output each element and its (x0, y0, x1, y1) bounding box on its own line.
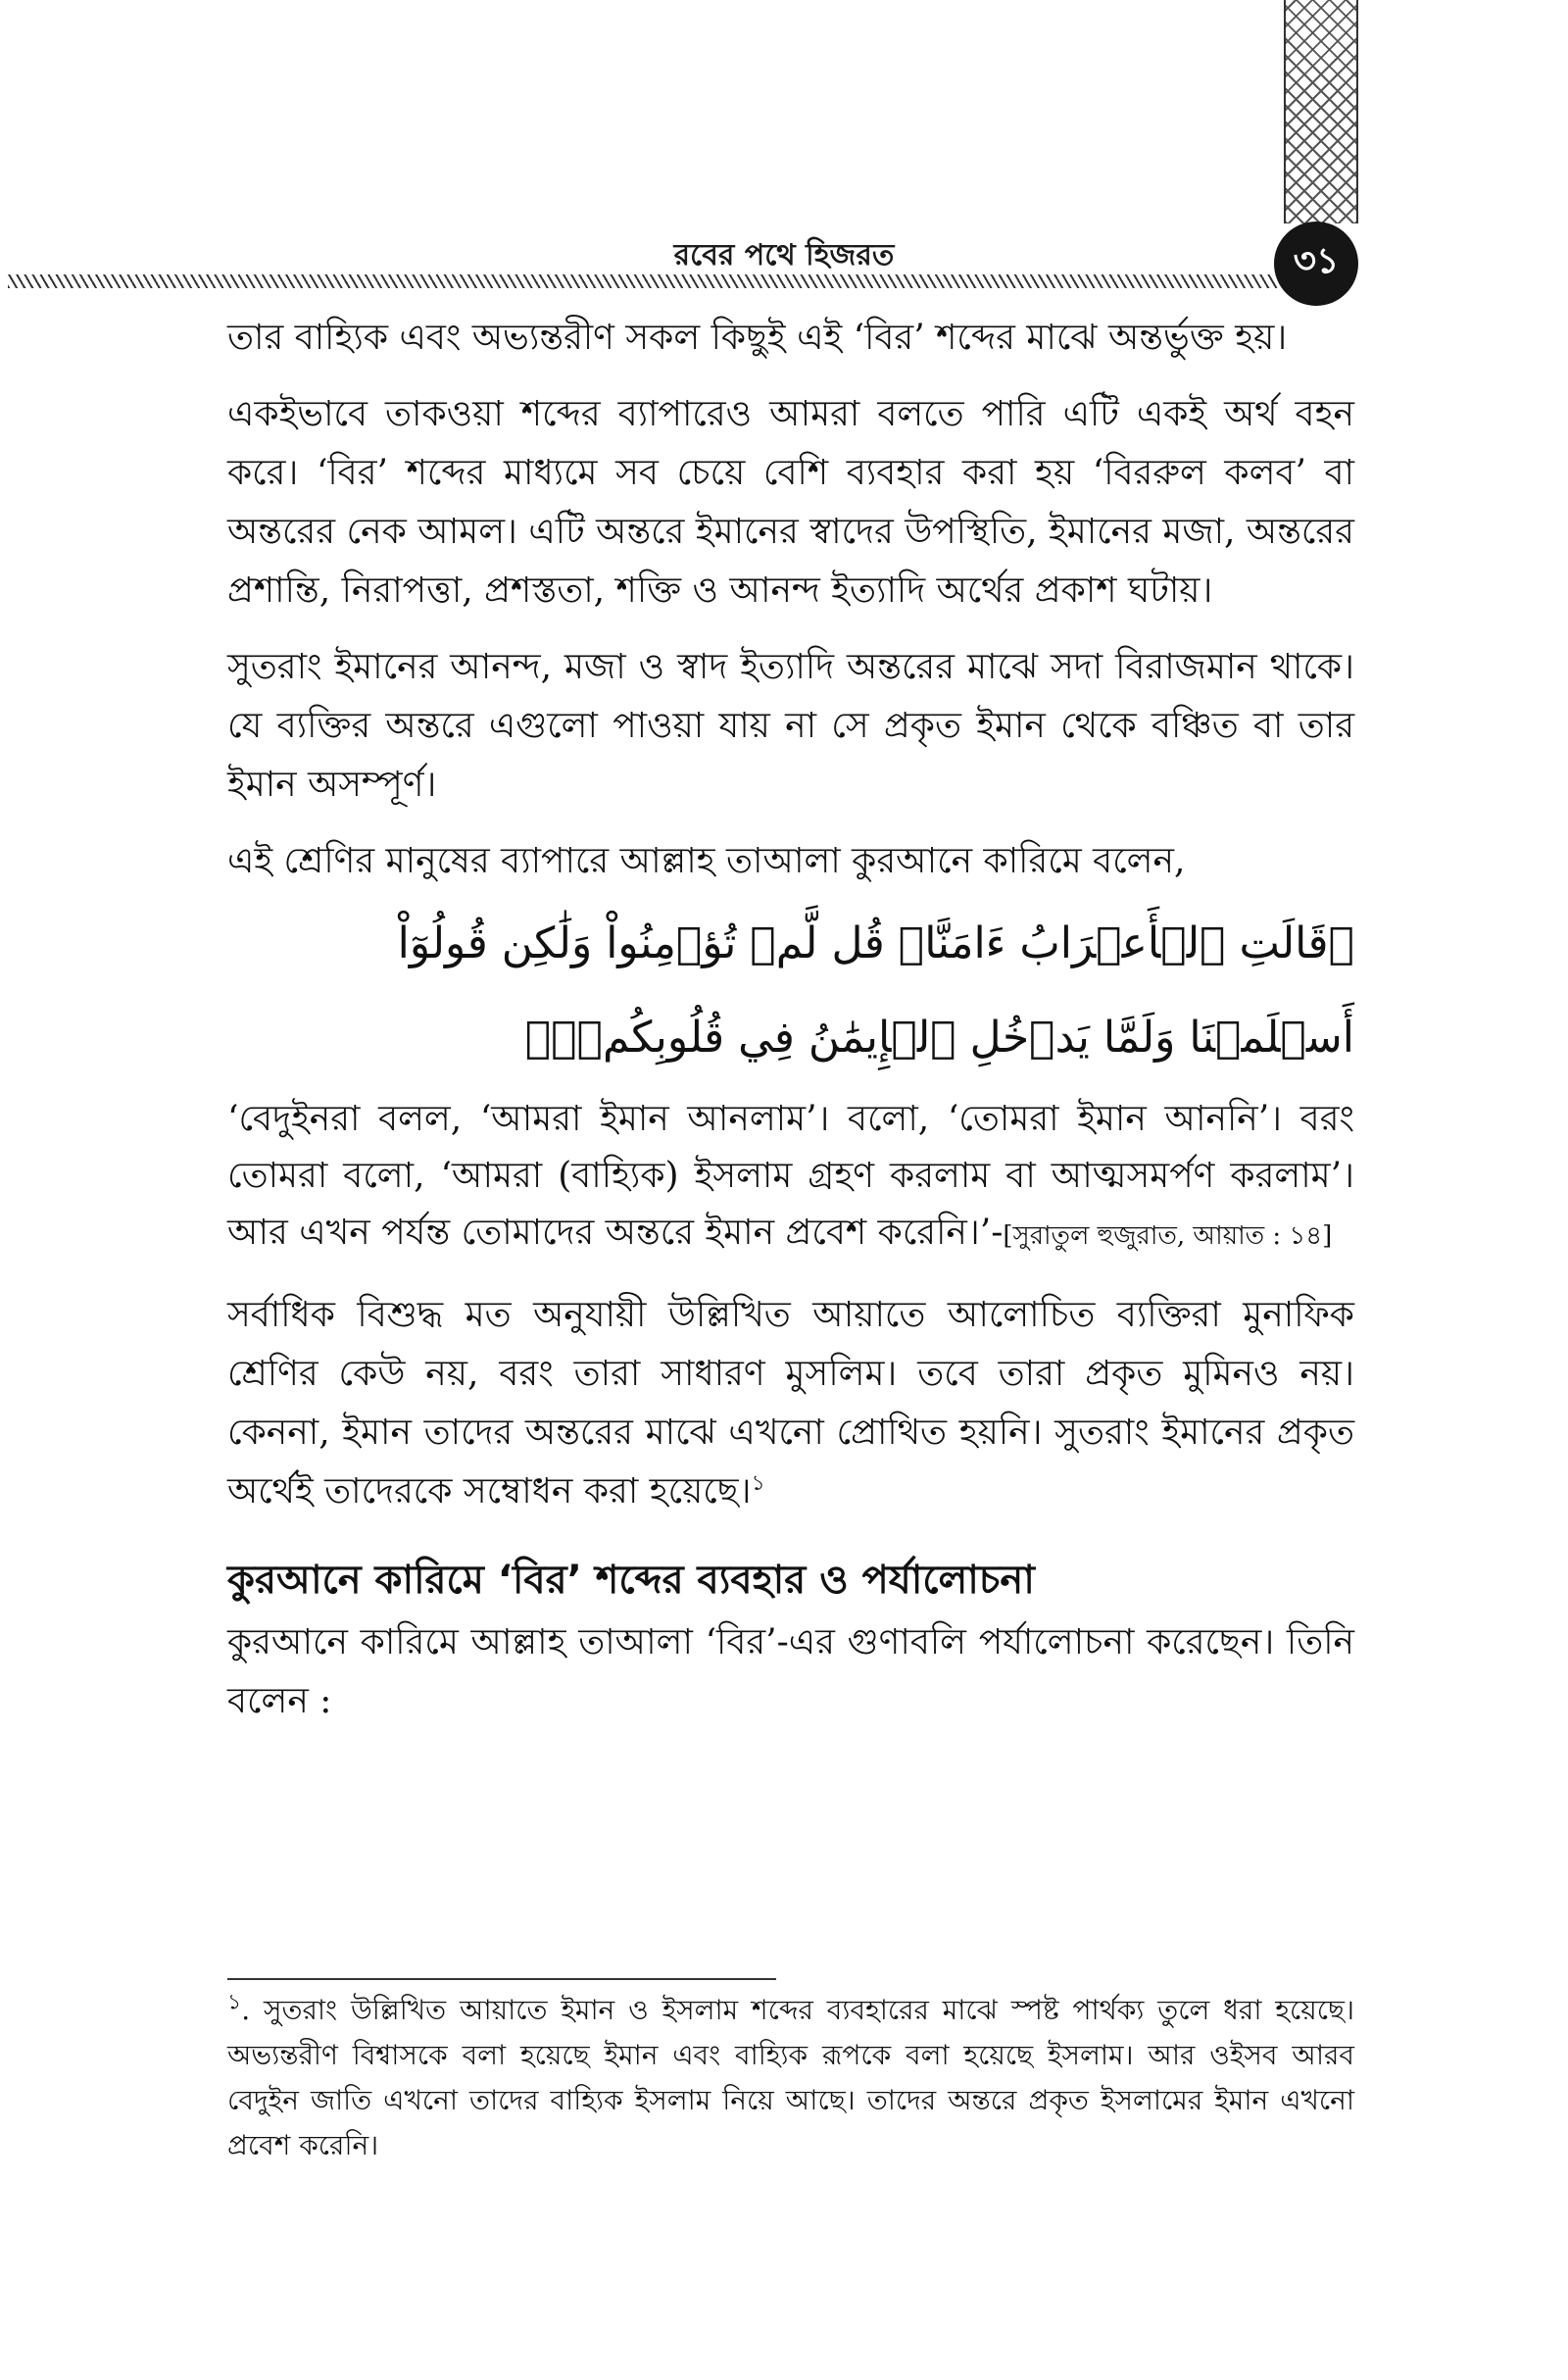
verse-translation (227, 1091, 1354, 1264)
paragraph-3: সুতরাং ইমানের আনন্দ, মজা ও স্বাদ ইত্যাদি অন্তরের মাঝে সদা বিরাজমান থাকে। যে ব্যক্তির অন্তরে এগুলো পাওয়া যায় না সে প্রকৃত ইমান থেকে বঞ্চিত বা তার ইমান অসম্পূর্ণ। (227, 647, 1354, 805)
paragraph-4: এই শ্রেণির মানুষের ব্যাপারে আল্লাহ তাআলা কুরআনে কারিমে বলেন, (227, 841, 1186, 881)
main-text-column (227, 309, 1354, 1749)
paragraph-2: একইভাবে তাকওয়া শব্দের ব্যাপারেও আমরা বলতে পারি এটি একই অর্থ বহন করে। ‘বির’ শব্দের মাধ্যমে সব চেয়ে বেশি ব্যবহার করা হয় ‘বিররুল কলব’ বা অন্তরের নেক আমল। এটি অন্তরে ইমানের স্বাদের উপস্থিতি, ইমানের মজা, অন্তরের প্রশান্তি, নিরাপত্তা, প্রশস্ততা, শক্তি ও আনন্দ ইত্যাদি অর্থের প্রকাশ ঘটায়। (227, 394, 1354, 611)
paragraph-5-text: সর্বাধিক বিশুদ্ধ মত অনুযায়ী উল্লিখিত আয়াতে আলোচিত ব্যক্তিরা মুনাফিক শ্রেণির কেউ নয়, বরং তারা সাধারণ মুসলিম। তবে তারা প্রকৃত মুমিনও নয়। কেননা, ইমান তাদের অন্তরের মাঝে এখনো প্রোথিত হয়নি। সুতরাং ইমানের প্রকৃত অর্থেই তাদেরকে সম্বোধন করা হয়েছে। (227, 1295, 1354, 1512)
paragraph-5 (227, 1286, 1354, 1521)
running-header-title: রবের পথে হিজরত (673, 238, 895, 273)
footnote-marker: ১ (227, 1990, 242, 2015)
arabic-verse: ﴿قَالَتِ ٱلۡأَعۡرَابُ ءَامَنَّاۖ قُل لَّمۡ تُؤۡمِنُواْ وَلَٰكِن قُولُوٓاْ أَسۡلَمۡنَا وَلَمَّا يَدۡخُلِ ٱلۡإِيمَٰنُ فِي قُلُوبِكُمۡۖ﴾ (397, 918, 1354, 1063)
footnote (227, 1988, 1354, 2168)
header-hatch-rule (8, 274, 1292, 288)
verse-citation: [সুরাতুল হুজুরাত, আয়াত : ১৪] (1003, 1221, 1333, 1251)
paragraph-6: কুরআনে কারিমে আল্লাহ তাআলা ‘বির’-এর গুণাবলি পর্যালোচনা করেছেন। তিনি বলেন : (227, 1622, 1354, 1721)
page-number-badge: ৩১ (1274, 222, 1358, 306)
footnote-divider (227, 1978, 776, 1980)
footnote-reference[interactable]: ১ (751, 1471, 765, 1496)
translation-text: ‘বেদুইনরা বলল, ‘আমরা ইমান আনলাম’। বলো, ‘তোমরা ইমান আননি’। বরং তোমরা বলো, ‘আমরা (বাহ্যিক) ইসলাম গ্রহণ করলাম বা আত্মসমর্পণ করলাম’। আর এখন পর্যন্ত তোমাদের অন্তরে ইমান প্রবেশ করেনি।’- (227, 1099, 1354, 1253)
footnote-text: . সুতরাং উল্লিখিত আয়াতে ইমান ও ইসলাম শব্দের ব্যবহারের মাঝে স্পষ্ট পার্থক্য তুলে ধরা হয়েছে। অভ্যন্তরীণ বিশ্বাসকে বলা হয়েছে ইমান এবং বাহ্যিক রূপকে বলা হয়েছে ইসলাম। আর ওইসব আরব বেদুইন জাতি এখনো তাদের বাহ্যিক ইসলাম নিয়ে আছে। তাদের অন্তরে প্রকৃত ইসলামের ইমান এখনো প্রবেশ করেনি। (227, 1994, 1354, 2161)
decorative-ornament-strip (1284, 0, 1358, 223)
section-heading: কুরআনে কারিমে ‘বির’ শব্দের ব্যবহার ও পর্যালোচনা (227, 1558, 1035, 1603)
paragraph-1: তার বাহ্যিক এবং অভ্যন্তরীণ সকল কিছুই এই ‘বির’ শব্দের মাঝে অন্তর্ভুক্ত হয়। (227, 318, 1288, 358)
